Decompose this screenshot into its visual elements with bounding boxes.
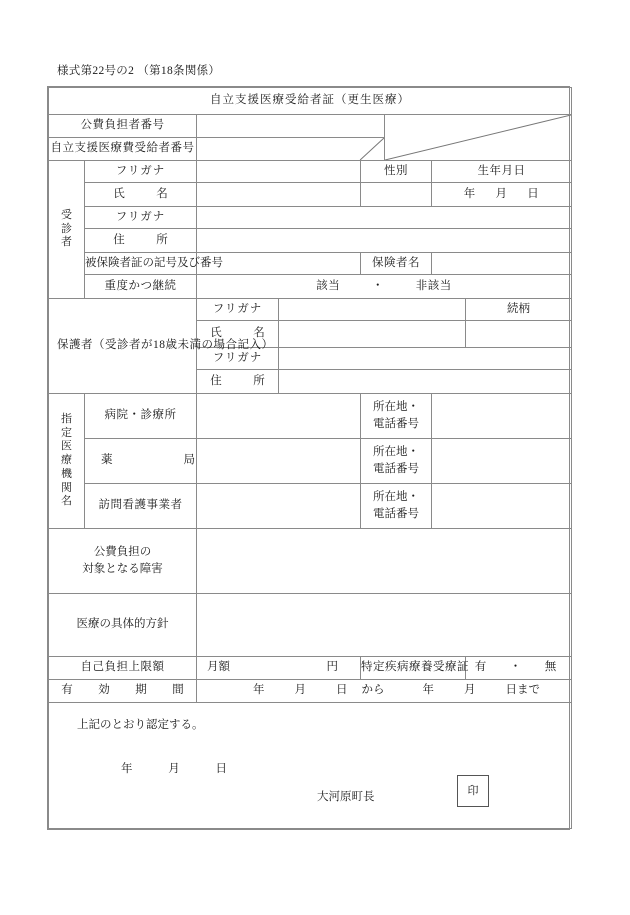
seal-box — [457, 775, 489, 807]
from-month-label: 月 — [294, 684, 306, 697]
document-title: 自立支援医療受給者証（更生医療） — [49, 88, 572, 115]
medical-policy-label: 医療の具体的方針 — [49, 594, 197, 657]
birth-day-label: 日 — [527, 187, 540, 200]
patient-gender-field[interactable] — [361, 183, 432, 207]
institutions-section-label — [49, 394, 85, 529]
institutions-label-char: 名 — [61, 495, 72, 508]
patient-name-kana-field[interactable] — [197, 161, 361, 183]
guardian-name-label: 氏 名 — [197, 321, 279, 348]
patient-name-row — [49, 183, 572, 207]
patient-address-kana-row — [49, 207, 572, 229]
certification-row — [49, 703, 572, 829]
guardian-address-field[interactable] — [279, 370, 572, 394]
institution-type-label: 薬 局 — [85, 439, 197, 484]
patient-address-label: 住 所 — [85, 229, 197, 253]
institution-name-field[interactable] — [197, 484, 361, 529]
institution-homenursing-row — [49, 484, 572, 529]
validity-period-row — [49, 680, 572, 703]
birth-month-label: 月 — [495, 187, 508, 200]
public-payer-number-row — [49, 115, 572, 138]
to-month-label: 月 — [464, 684, 476, 697]
seal-label: 印 — [467, 784, 479, 797]
insurer-name-field[interactable] — [432, 253, 572, 275]
option-not-applicable[interactable]: 非該当 — [415, 279, 452, 292]
target-disability-label: 公費負担の 対象となる障害 — [49, 529, 197, 594]
institutions-label-char: 関 — [61, 481, 72, 494]
medical-policy-row — [49, 594, 572, 657]
issuer-name: 大河原町長 — [317, 791, 375, 803]
certification-statement: 上記のとおり認定する。 — [77, 719, 204, 731]
public-payer-number-grid[interactable] — [197, 115, 385, 138]
institution-pharmacy-row — [49, 439, 572, 484]
patient-birthdate-label: 生年月日 — [432, 161, 572, 183]
guardian-name-kana-label: フリガナ — [197, 299, 279, 321]
option-separator: ・ — [372, 279, 385, 292]
patient-address-field[interactable] — [197, 229, 572, 253]
institution-contact-label: 所在地・ 電話番号 — [361, 394, 432, 439]
patient-label-char: 受 — [61, 208, 72, 221]
option-applicable[interactable]: 該当 — [316, 279, 341, 292]
institution-contact-label: 所在地・ 電話番号 — [361, 439, 432, 484]
insurer-name-label: 保険者名 — [361, 253, 432, 275]
birth-year-label: 年 — [463, 187, 476, 200]
guardian-address-kana-label: フリガナ — [197, 348, 279, 370]
header-blank-diagonal — [385, 115, 572, 161]
institutions-label-char: 指 — [61, 412, 72, 425]
institution-name-field[interactable] — [197, 394, 361, 439]
patient-section-label — [49, 161, 85, 299]
validity-period-field[interactable] — [197, 680, 572, 703]
institution-hospital-row — [49, 394, 572, 439]
patient-address-row — [49, 229, 572, 253]
public-payer-number-label: 公費負担者番号 — [49, 115, 197, 138]
institutions-label-char: 定 — [61, 426, 72, 439]
from-year-label: 年 — [253, 684, 265, 697]
guardian-address-kana-field[interactable] — [279, 348, 572, 370]
cert-month-label: 月 — [168, 763, 180, 775]
copay-yen-label: 円 — [326, 661, 338, 674]
institution-contact-label: 所在地・ 電話番号 — [361, 484, 432, 529]
copay-limit-label: 自己負担上限額 — [49, 657, 197, 680]
guardian-name-kana-field[interactable] — [279, 299, 466, 321]
institutions-label-char: 機 — [61, 467, 72, 480]
patient-name-field[interactable] — [197, 183, 361, 207]
certification-date[interactable] — [121, 761, 227, 778]
guardian-relationship-field[interactable] — [466, 321, 572, 348]
institutions-label-char: 療 — [61, 454, 72, 467]
institutions-label-char: 医 — [61, 440, 72, 453]
guardian-section-label: 保護者（受診者が18歳未満の場合記入） — [49, 299, 197, 394]
patient-birthdate-field[interactable] — [432, 183, 572, 207]
patient-address-kana-label: フリガナ — [85, 207, 197, 229]
institution-contact-field[interactable] — [432, 394, 572, 439]
copay-monthly-label: 月額 — [207, 661, 230, 674]
to-day-label: 日まで — [505, 684, 540, 697]
patient-label-char: 診 — [61, 222, 72, 235]
special-disease-options[interactable]: 有 ・ 無 — [466, 657, 572, 680]
recipient-number-label: 自立支援医療費受給者番号 — [49, 138, 197, 161]
cert-day-label: 日 — [215, 763, 227, 775]
patient-gender-label: 性別 — [361, 161, 432, 183]
copay-limit-row — [49, 657, 572, 680]
patient-kana-row — [49, 161, 572, 183]
certificate-form-table — [47, 86, 570, 830]
guardian-address-label: 住 所 — [197, 370, 279, 394]
validity-period-label: 有 効 期 間 — [49, 680, 197, 703]
insurance-id-label: 被保険者証の記号及び番号 — [85, 253, 197, 275]
institution-contact-field[interactable] — [432, 484, 572, 529]
medical-policy-field[interactable] — [197, 594, 572, 657]
institution-contact-field[interactable] — [432, 439, 572, 484]
patient-name-kana-label: フリガナ — [85, 161, 197, 183]
severe-continuous-options[interactable] — [197, 275, 572, 299]
cert-year-label: 年 — [121, 763, 133, 775]
form-number: 様式第22号の2 （第18条関係） — [57, 65, 221, 77]
to-year-label: 年 — [422, 684, 434, 697]
institution-type-label: 病院・診療所 — [85, 394, 197, 439]
special-disease-label: 特定疾病療養受療証 — [361, 657, 466, 680]
institution-name-field[interactable] — [197, 439, 361, 484]
copay-amount-field[interactable] — [197, 657, 361, 680]
severe-continuous-label: 重度かつ継続 — [85, 275, 197, 299]
institution-type-label: 訪問看護事業者 — [85, 484, 197, 529]
certification-block — [49, 703, 572, 829]
recipient-number-grid[interactable] — [197, 138, 385, 161]
target-disability-field[interactable] — [197, 529, 572, 594]
from-day-label: 日 — [336, 684, 348, 697]
guardian-relationship-label: 続柄 — [466, 299, 572, 321]
patient-label-char: 者 — [61, 236, 72, 249]
insurance-row — [49, 253, 572, 275]
guardian-kana-row — [49, 299, 572, 321]
patient-name-label: 氏 名 — [85, 183, 197, 207]
from-word-label: から — [361, 684, 385, 697]
guardian-name-field[interactable] — [279, 321, 466, 348]
severe-continuous-row — [49, 275, 572, 299]
patient-address-kana-field[interactable] — [197, 207, 572, 229]
target-disability-row — [49, 529, 572, 594]
title-row — [49, 88, 572, 115]
